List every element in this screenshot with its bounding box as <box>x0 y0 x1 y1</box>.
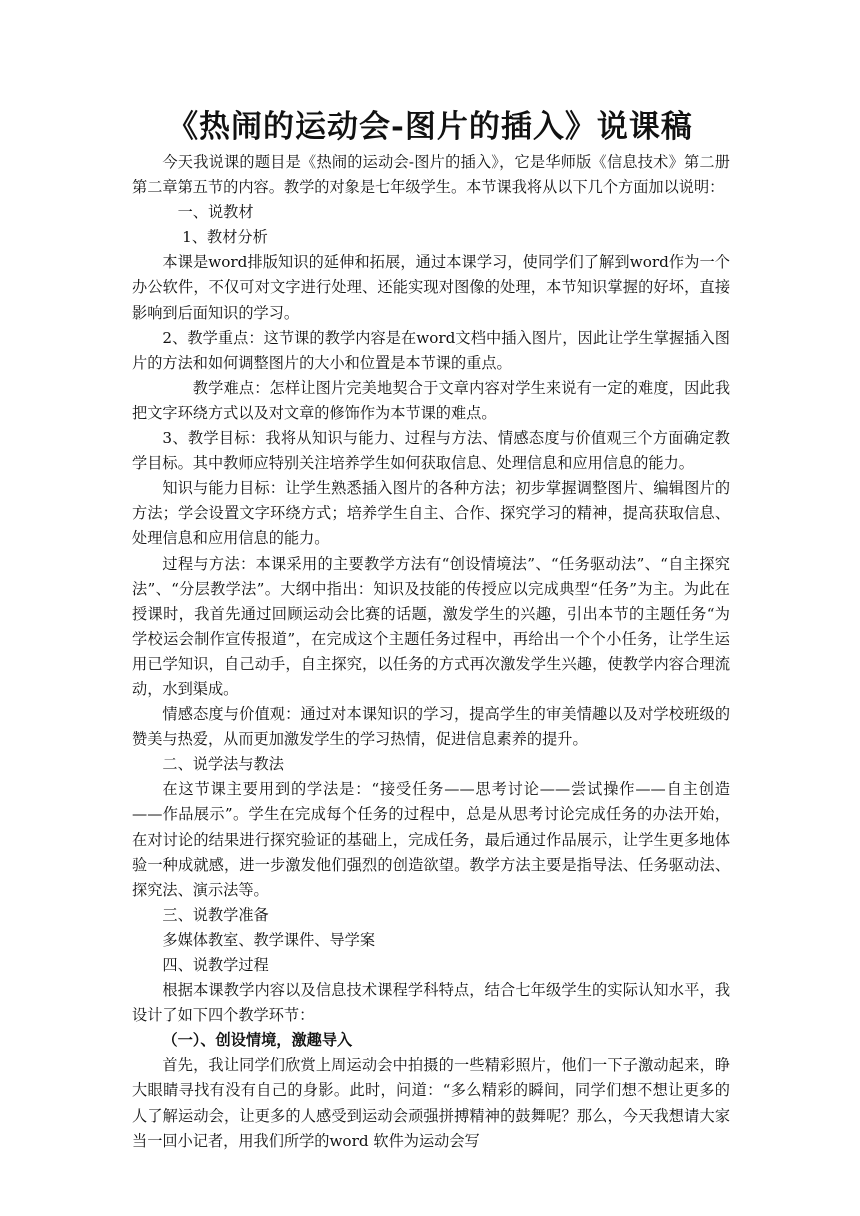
document-body <box>132 150 730 1154</box>
paragraph-difficulty: 教学难点：怎样让图片完美地契合于文章内容对学生来说有一定的难度，因此我把文字环绕方式以及对文章的修饰作为本节课的难点。 <box>132 378 730 422</box>
document-title: 《热闹的运动会-图片的插入》说课稿 <box>167 109 693 145</box>
paragraph-analysis: 本课是word排版知识的延伸和拓展，通过本课学习，使同学们了解到word作为一个办公软件，不仅可对文字进行处理、还能实现对图像的处理，本节知识掌握的好坏，直接影响到后面知识的学习。 <box>132 253 730 322</box>
heading-teaching-process: 四、说教学过程 <box>162 956 269 974</box>
paragraph-focus: 2、教学重点：这节课的教学内容是在word文档中插入图片，因此让学生掌握插入图片的方法和如何调整图片的大小和位置是本节课的重点。 <box>132 328 730 372</box>
subheading-lead-in: （一）、创设情境，激趣导入 <box>162 1031 353 1050</box>
paragraph-emotion: 情感态度与价值观：通过对本课知识的学习，提高学生的审美情趣以及对学校班级的赞美与热爱，从而更加激发学生的学习热情，促进信息素养的提升。 <box>132 705 730 749</box>
heading-preparation: 三、说教学准备 <box>162 905 269 924</box>
paragraph-knowledge: 知识与能力目标：让学生熟悉插入图片的各种方法；初步掌握调整图片、编辑图片的方法；学会设置文字环绕方式；培养学生自主、合作、探究学习的精神，提高获取信息、处理信息和应用信息的能力。 <box>132 479 730 548</box>
paragraph-intro: 今天我说课的题目是《热闹的运动会-图片的插入》，它是华师版《信息技术》第二册第二章第五节的内容。教学的对象是七年级学生。本节课我将从以下几个方面加以说明： <box>132 153 730 197</box>
paragraph-goals: 3、教学目标：我将从知识与能力、过程与方法、情感态度与价值观三个方面确定教学目标。其中教师应特别关注培养学生如何获取信息、处理信息和应用信息的能力。 <box>132 429 730 473</box>
subheading-analysis: 1、教材分析 <box>182 228 268 247</box>
paragraph-lead-in: 首先，我让同学们欣赏上周运动会中拍摄的一些精彩照片，他们一下子激动起来，睁大眼睛寻找有没有自己的身影。此时，问道：“多么精彩的瞬间，同学们想不想让更多的人了解运动会，让更多的人感受到运动会顽强拼搏精神的鼓舞呢？那么，今天我想请大家当一回小记者，用我们所学的word 软件为运动会写 <box>132 1056 730 1150</box>
heading-methods: 二、说学法与教法 <box>162 755 284 774</box>
paragraph-methods: 在这节课主要用到的学法是：“接受任务——思考讨论——尝试操作——自主创造——作品展示”。学生在完成每个任务的过程中，总是从思考讨论完成任务的办法开始，在对讨论的结果进行探究验证的基础上，完成任务，最后通过作品展示，让学生更多地体验一种成就感，进一步激发他们强烈的创造欲望。教学方法主要是指导法、任务驱动法、探究法、演示法等。 <box>132 780 730 899</box>
heading-textbook: 一、说教材 <box>177 203 254 222</box>
paragraph-preparation: 多媒体教室、教学课件、导学案 <box>162 930 376 949</box>
paragraph-process-method: 过程与方法：本课采用的主要教学方法有“创设情境法”、“任务驱动法”、“自主探究法”、“分层教学法”。大纲中指出：知识及技能的传授应以完成典型“任务”为主。为此在授课时，我首先通过回顾运动会比赛的话题，激发学生的兴趣，引出本节的主题任务“为学校运会制作宣传报道”，在完成这个主题任务过程中，再给出一个个小任务，让学生运用已学知识，自己动手，自主探究，以任务的方式再次激发学生兴趣，使教学内容合理流动，水到渠成。 <box>132 554 730 698</box>
paragraph-process-intro: 根据本课教学内容以及信息技术课程学科特点，结合七年级学生的实际认知水平，我设计了如下四个教学环节： <box>132 981 730 1025</box>
